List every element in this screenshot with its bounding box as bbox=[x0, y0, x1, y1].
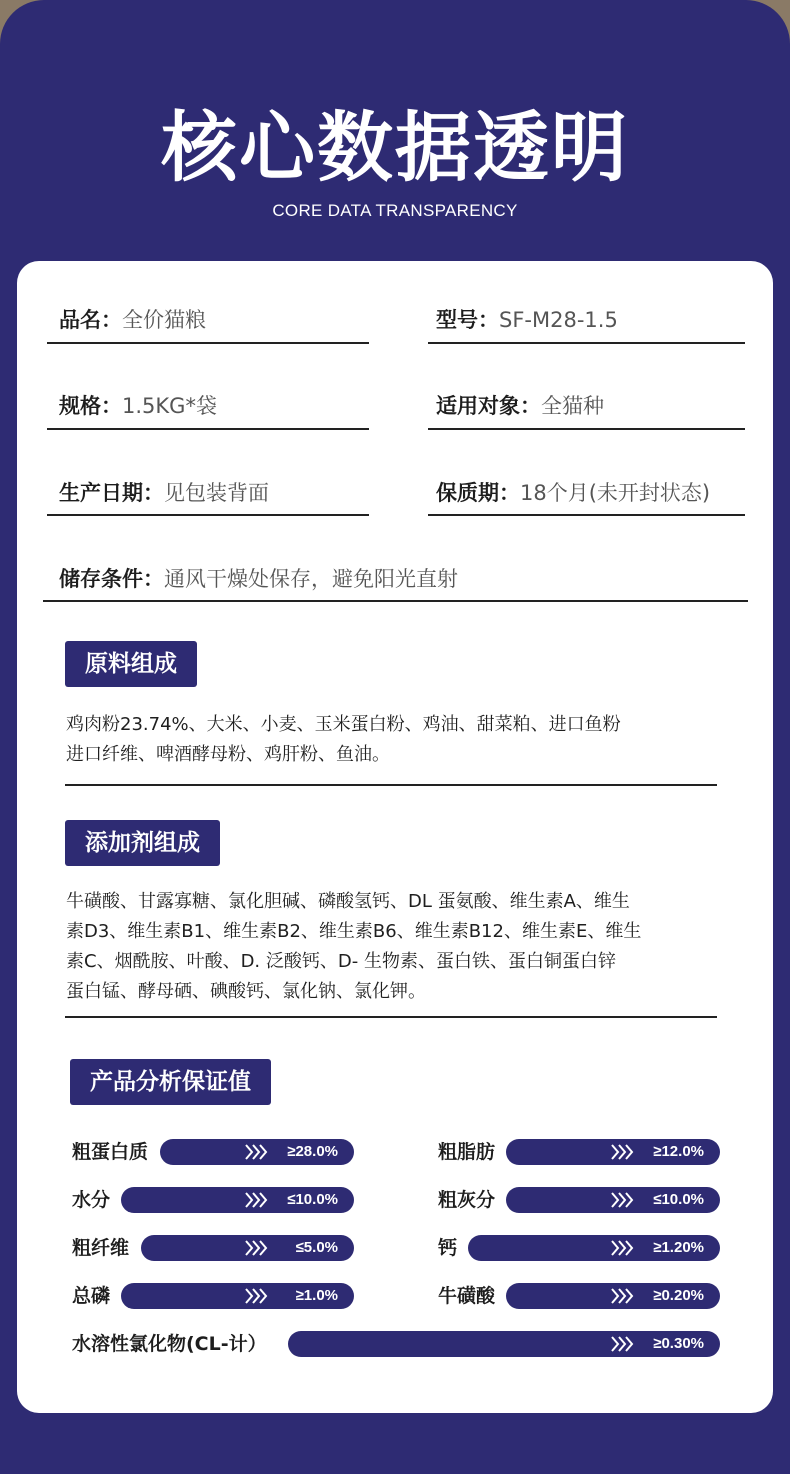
info-key: 储存条件： bbox=[59, 567, 164, 591]
info-value: 全价猫粮 bbox=[122, 308, 206, 332]
metric-label-crude-protein: 粗蛋白质 bbox=[72, 1141, 149, 1163]
triple-chevron-right-icon bbox=[610, 1287, 636, 1305]
raw-materials-heading: 原料组成 bbox=[65, 641, 197, 687]
metric-value: ≤5.0% bbox=[295, 1239, 338, 1256]
metric-value: ≥0.30% bbox=[653, 1335, 704, 1352]
raw-materials-text bbox=[66, 710, 706, 770]
metric-label-calcium: 钙 bbox=[438, 1237, 458, 1259]
metric-bar-calcium bbox=[468, 1235, 720, 1261]
divider bbox=[65, 1016, 717, 1018]
additives-line: 素C、烟酰胺、叶酸、D. 泛酸钙、D- 生物素、蛋白铁、蛋白铜蛋白锌 bbox=[66, 951, 616, 972]
underline bbox=[47, 342, 369, 344]
underline bbox=[428, 342, 745, 344]
triple-chevron-right-icon bbox=[610, 1143, 636, 1161]
info-key: 规格： bbox=[59, 394, 122, 418]
page-title: 核心数据透明 bbox=[161, 103, 629, 192]
info-key: 型号： bbox=[436, 308, 499, 332]
info-key: 品名： bbox=[59, 308, 122, 332]
info-target bbox=[436, 393, 604, 419]
info-value: 全猫种 bbox=[541, 394, 604, 418]
info-model bbox=[436, 307, 618, 333]
info-value: 18个月(未开封状态) bbox=[520, 481, 711, 505]
metric-bar-crude-ash bbox=[506, 1187, 720, 1213]
metric-label-chloride: 水溶性氯化物(CL-计） bbox=[72, 1333, 267, 1355]
info-value: 1.5KG*袋 bbox=[122, 394, 217, 418]
info-key: 适用对象： bbox=[436, 394, 541, 418]
triple-chevron-right-icon bbox=[244, 1143, 270, 1161]
underline bbox=[47, 428, 369, 430]
metric-bar-crude-protein bbox=[160, 1139, 354, 1165]
metric-label-total-phosphorus: 总磷 bbox=[72, 1285, 111, 1307]
additives-heading: 添加剂组成 bbox=[65, 820, 220, 866]
underline bbox=[47, 514, 369, 516]
info-shelf-life bbox=[436, 480, 710, 506]
metric-value: ≤10.0% bbox=[287, 1191, 338, 1208]
underline bbox=[428, 428, 745, 430]
raw-materials-line: 鸡肉粉23.74%、大米、小麦、玉米蛋白粉、鸡油、甜菜粕、进口鱼粉 bbox=[66, 714, 621, 735]
metric-label-taurine: 牛磺酸 bbox=[438, 1285, 496, 1307]
underline bbox=[43, 600, 748, 602]
additives-text bbox=[66, 887, 706, 1007]
metric-value: ≥1.0% bbox=[295, 1287, 338, 1304]
additives-line: 素D3、维生素B1、维生素B2、维生素B6、维生素B12、维生素E、维生 bbox=[66, 921, 642, 942]
info-value: 通风干燥处保存，避免阳光直射 bbox=[164, 567, 458, 591]
metric-bar-total-phosphorus bbox=[121, 1283, 354, 1309]
analysis-heading: 产品分析保证值 bbox=[70, 1059, 271, 1105]
info-key: 保质期： bbox=[436, 481, 520, 505]
info-production-date bbox=[59, 480, 269, 506]
info-product-name bbox=[59, 307, 206, 333]
metric-bar-crude-fiber bbox=[141, 1235, 354, 1261]
info-spec bbox=[59, 393, 217, 419]
metric-bar-taurine bbox=[506, 1283, 720, 1309]
raw-materials-line: 进口纤维、啤酒酵母粉、鸡肝粉、鱼油。 bbox=[66, 744, 390, 765]
info-value: SF-M28-1.5 bbox=[499, 308, 618, 332]
divider bbox=[65, 784, 717, 786]
metric-bar-crude-fat bbox=[506, 1139, 720, 1165]
metric-label-moisture: 水分 bbox=[72, 1189, 111, 1211]
triple-chevron-right-icon bbox=[610, 1191, 636, 1209]
metric-bar-chloride bbox=[288, 1331, 720, 1357]
metric-bar-moisture bbox=[121, 1187, 354, 1213]
additives-line: 牛磺酸、甘露寡糖、氯化胆碱、磷酸氢钙、DL 蛋氨酸、维生素A、维生 bbox=[66, 891, 630, 912]
metric-value: ≥28.0% bbox=[287, 1143, 338, 1160]
metric-value: ≤10.0% bbox=[653, 1191, 704, 1208]
triple-chevron-right-icon bbox=[244, 1287, 270, 1305]
underline bbox=[428, 514, 745, 516]
metric-label-crude-ash: 粗灰分 bbox=[438, 1189, 496, 1211]
metric-label-crude-fat: 粗脂肪 bbox=[438, 1141, 496, 1163]
metric-value: ≥1.20% bbox=[653, 1239, 704, 1256]
metric-value: ≥12.0% bbox=[653, 1143, 704, 1160]
triple-chevron-right-icon bbox=[244, 1191, 270, 1209]
info-value: 见包装背面 bbox=[164, 481, 269, 505]
additives-line: 蛋白锰、酵母硒、碘酸钙、氯化钠、氯化钾。 bbox=[66, 981, 426, 1002]
triple-chevron-right-icon bbox=[610, 1239, 636, 1257]
page-subtitle: CORE DATA TRANSPARENCY bbox=[272, 201, 518, 220]
metric-label-crude-fiber: 粗纤维 bbox=[72, 1237, 130, 1259]
triple-chevron-right-icon bbox=[610, 1335, 636, 1353]
info-storage bbox=[59, 566, 458, 592]
info-key: 生产日期： bbox=[59, 481, 164, 505]
triple-chevron-right-icon bbox=[244, 1239, 270, 1257]
metric-value: ≥0.20% bbox=[653, 1287, 704, 1304]
